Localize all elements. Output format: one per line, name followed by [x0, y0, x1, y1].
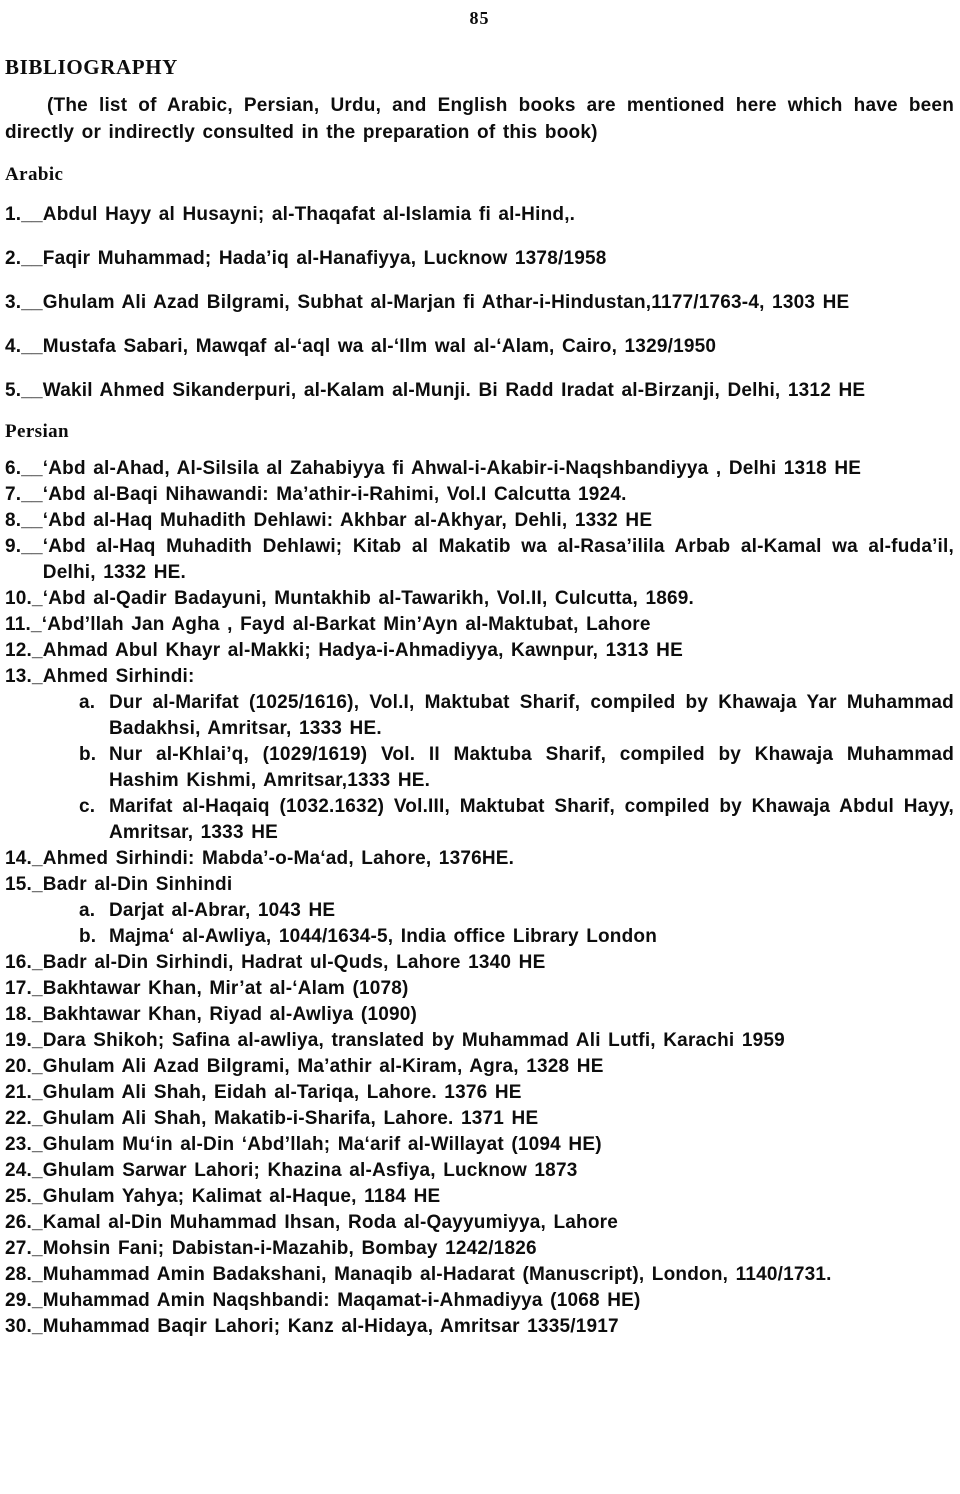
entry-text: ‘Abd al-Ahad, Al-Silsila al Zahabiyya fi Ahwal-i-Akabir-i-Naqshbandiyya , Delhi 1318 HE	[42, 458, 862, 479]
entry-number: 20._	[5, 1056, 43, 1077]
entry-number: 16._	[5, 952, 43, 973]
bibliography-entry	[5, 1158, 954, 1184]
bibliography-entry	[5, 638, 954, 664]
entry-subitem	[79, 924, 954, 950]
subitem-text: Dur al-Marifat (1025/1616), Vol.I, Maktubat Sharif, compiled by Khawaja Yar Muhammad Badakhsi, Amritsar, 1333 HE.	[109, 692, 954, 739]
page-number: 85	[469, 8, 490, 28]
entry-number: 17._	[5, 978, 43, 999]
entry-number: 6.__	[5, 458, 43, 479]
entry-line	[5, 1314, 954, 1340]
entry-line	[5, 1080, 954, 1106]
entry-line	[5, 1210, 954, 1236]
bibliography-entry	[5, 1210, 954, 1236]
entry-text: Ghulam Ali Shah, Eidah al-Tariqa, Lahore. 1376 HE	[42, 1082, 522, 1103]
entry-number: 25._	[5, 1186, 43, 1207]
entry-text: Bakhtawar Khan, Riyad al-Awliya (1090)	[42, 1004, 418, 1025]
entry-text: Dara Shikoh; Safina al-awliya, translated by Muhammad Ali Lutfi, Karachi 1959	[42, 1030, 785, 1051]
bibliography-entry	[5, 1184, 954, 1210]
bibliography-entry	[5, 664, 954, 846]
entry-text: Mustafa Sabari, Mawqaf al-‘aql wa al-‘Ilm wal al-‘Alam, Cairo, 1329/1950	[42, 336, 717, 357]
entry-text: Abdul Hayy al Husayni; al-Thaqafat al-Islamia fi al-Hind,.	[42, 204, 576, 225]
entry-text: ‘Abd’llah Jan Agha , Fayd al-Barkat Min’Ayn al-Maktubat, Lahore	[41, 614, 651, 635]
bibliography-entry	[5, 534, 954, 586]
entry-number: 18._	[5, 1004, 43, 1025]
entry-text: Ghulam Ali Shah, Makatib-i-Sharifa, Lahore. 1371 HE	[42, 1108, 539, 1129]
entry-number: 9.__	[5, 536, 43, 557]
bibliography-entry	[5, 1028, 954, 1054]
entry-text: ‘Abd al-Baqi Nihawandi: Ma’athir-i-Rahimi, Vol.I Calcutta 1924.	[42, 484, 627, 505]
entry-line	[5, 1106, 954, 1132]
entry-number: 22._	[5, 1108, 43, 1129]
entry-number: 2.__	[5, 248, 43, 269]
subitem-label: c.	[79, 796, 96, 817]
entry-number: 27._	[5, 1238, 43, 1259]
bibliography-entry	[5, 333, 954, 360]
entry-line	[5, 872, 954, 898]
entry-text: Muhammad Baqir Lahori; Kanz al-Hidaya, Amritsar 1335/1917	[42, 1316, 619, 1337]
entry-number: 3.__	[5, 292, 43, 313]
entry-text: Muhammad Amin Naqshbandi: Maqamat-i-Ahmadiyya (1068 HE)	[42, 1290, 641, 1311]
entry-number: 19._	[5, 1030, 43, 1051]
entry-line	[5, 1028, 954, 1054]
entry-subitem	[79, 898, 954, 924]
entry-line	[5, 1158, 954, 1184]
entry-text: Bakhtawar Khan, Mir’at al-‘Alam (1078)	[42, 978, 409, 999]
entry-number: 30._	[5, 1316, 43, 1337]
bibliography-entry	[5, 201, 954, 228]
bibliography-entry	[5, 1054, 954, 1080]
entry-text: Faqir Muhammad; Hada’iq al-Hanafiyya, Lucknow 1378/1958	[42, 248, 607, 269]
bibliography-entry	[5, 245, 954, 272]
entry-number: 14._	[5, 848, 43, 869]
bibliography-entry	[5, 846, 954, 872]
entry-line	[5, 638, 954, 664]
entry-number: 4.__	[5, 336, 43, 357]
entry-number: 29._	[5, 1290, 43, 1311]
entry-line	[5, 377, 954, 404]
entry-number: 7.__	[5, 484, 43, 505]
entry-text: Ghulam Ali Azad Bilgrami, Ma’athir al-Kiram, Agra, 1328 HE	[42, 1056, 604, 1077]
bibliography-entry	[5, 950, 954, 976]
entry-line	[5, 1262, 954, 1288]
entry-line	[5, 289, 954, 316]
entry-line	[5, 1184, 954, 1210]
entry-line	[5, 534, 954, 586]
entry-subitem	[79, 742, 954, 794]
entry-text: Kamal al-Din Muhammad Ihsan, Roda al-Qayyumiyya, Lahore	[42, 1212, 618, 1233]
subitem-text: Darjat al-Abrar, 1043 HE	[109, 900, 336, 921]
bibliography-entry	[5, 1132, 954, 1158]
entry-number: 8.__	[5, 510, 43, 531]
entry-number: 28._	[5, 1264, 43, 1285]
subitem-label: b.	[79, 926, 97, 947]
bibliography-entry	[5, 1262, 954, 1288]
page-title: BIBLIOGRAPHY	[5, 55, 178, 79]
bibliography-entry	[5, 1314, 954, 1340]
bibliography-entry	[5, 508, 954, 534]
entry-text: Badr al-Din Sinhindi	[42, 874, 233, 895]
entry-number: 26._	[5, 1212, 43, 1233]
bibliography-entry	[5, 1080, 954, 1106]
bibliography-entry	[5, 482, 954, 508]
entry-line	[5, 1236, 954, 1262]
entry-line	[5, 664, 954, 690]
entry-number: 1.__	[5, 204, 43, 225]
entry-text: Ahmed Sirhindi:	[42, 666, 195, 687]
entry-number: 10._	[5, 588, 43, 609]
subitem-label: a.	[79, 692, 96, 713]
subitem-label: b.	[79, 744, 97, 765]
entry-line	[5, 456, 954, 482]
entry-number: 5.__	[5, 380, 43, 401]
bibliography-entry	[5, 1236, 954, 1262]
bibliography-entry	[5, 976, 954, 1002]
entry-text: Ghulam Mu‘in al-Din ‘Abd’llah; Ma‘arif al-Willayat (1094 HE)	[42, 1134, 602, 1155]
entry-subitems	[79, 690, 954, 846]
entry-line	[5, 1054, 954, 1080]
section-arabic	[5, 164, 954, 404]
section-persian	[5, 421, 954, 1340]
entry-number: 11._	[5, 614, 42, 635]
entry-number: 13._	[5, 666, 43, 687]
entry-line	[5, 333, 954, 360]
subitem-label: a.	[79, 900, 96, 921]
section-heading: Persian	[5, 421, 70, 442]
entry-number: 24._	[5, 1160, 43, 1181]
entry-line	[5, 586, 954, 612]
entry-line	[5, 976, 954, 1002]
bibliography-entry	[5, 872, 954, 950]
entry-line	[5, 508, 954, 534]
entry-line	[5, 1132, 954, 1158]
subitem-text: Majma‘ al-Awliya, 1044/1634-5, India office Library London	[109, 926, 658, 947]
entry-subitems	[79, 898, 954, 950]
entry-line	[5, 1002, 954, 1028]
bibliography-entry	[5, 289, 954, 316]
entry-subitem	[79, 794, 954, 846]
bibliography-entry	[5, 377, 954, 404]
entry-line	[5, 612, 954, 638]
intro-paragraph: (The list of Arabic, Persian, Urdu, and English books are mentioned here which have been directly or indirectly consulted in the preparation of this book)	[5, 95, 954, 143]
entry-line	[5, 482, 954, 508]
entry-text: Ahmad Abul Khayr al-Makki; Hadya-i-Ahmadiyya, Kawnpur, 1313 HE	[42, 640, 683, 661]
bibliography-entry	[5, 1106, 954, 1132]
subitem-text: Marifat al-Haqaiq (1032.1632) Vol.III, Maktubat Sharif, compiled by Khawaja Abdul Hayy, Amritsar, 1333 HE	[109, 796, 954, 843]
entry-number: 21._	[5, 1082, 43, 1103]
entry-text: Badr al-Din Sirhindi, Hadrat ul-Quds, Lahore 1340 HE	[42, 952, 546, 973]
bibliography-sections	[5, 164, 954, 1340]
entry-text: Mohsin Fani; Dabistan-i-Mazahib, Bombay 1242/1826	[42, 1238, 537, 1259]
entry-line	[5, 1288, 954, 1314]
entry-text: ‘Abd al-Qadir Badayuni, Muntakhib al-Tawarikh, Vol.II, Culcutta, 1869.	[42, 588, 695, 609]
entry-line	[5, 245, 954, 272]
entry-text: Ghulam Sarwar Lahori; Khazina al-Asfiya, Lucknow 1873	[42, 1160, 578, 1181]
entry-number: 12._	[5, 640, 43, 661]
bibliography-entry	[5, 1002, 954, 1028]
entry-subitem	[79, 690, 954, 742]
section-heading: Arabic	[5, 164, 64, 185]
entry-text: ‘Abd al-Haq Muhadith Dehlawi; Kitab al Makatib wa al-Rasa’ilila Arbab al-Kamal wa al-fuda’il, Delhi, 1332 HE.	[42, 536, 954, 583]
subitem-text: Nur al-Khlai’q, (1029/1619) Vol. II Maktuba Sharif, compiled by Khawaja Muhammad Hashim Kishmi, Amritsar,1333 HE.	[109, 744, 954, 791]
entry-text: Ghulam Yahya; Kalimat al-Haque, 1184 HE	[42, 1186, 441, 1207]
entry-number: 23._	[5, 1134, 43, 1155]
entry-text: Ghulam Ali Azad Bilgrami, Subhat al-Marjan fi Athar-i-Hindustan,1177/1763-4, 1303 HE	[42, 292, 850, 313]
entry-line	[5, 950, 954, 976]
bibliography-entry	[5, 456, 954, 482]
entry-text: Wakil Ahmed Sikanderpuri, al-Kalam al-Munji. Bi Radd Iradat al-Birzanji, Delhi, 1312 HE	[42, 380, 866, 401]
entry-line	[5, 201, 954, 228]
entry-text: ‘Abd al-Haq Muhadith Dehlawi: Akhbar al-Akhyar, Dehli, 1332 HE	[42, 510, 653, 531]
bibliography-entry	[5, 586, 954, 612]
entry-line	[5, 846, 954, 872]
bibliography-entry	[5, 612, 954, 638]
entry-number: 15._	[5, 874, 43, 895]
entry-text: Muhammad Amin Badakshani, Manaqib al-Hadarat (Manuscript), London, 1140/1731.	[42, 1264, 832, 1285]
bibliography-entry	[5, 1288, 954, 1314]
entry-text: Ahmed Sirhindi: Mabda’-o-Ma‘ad, Lahore, 1376HE.	[42, 848, 515, 869]
